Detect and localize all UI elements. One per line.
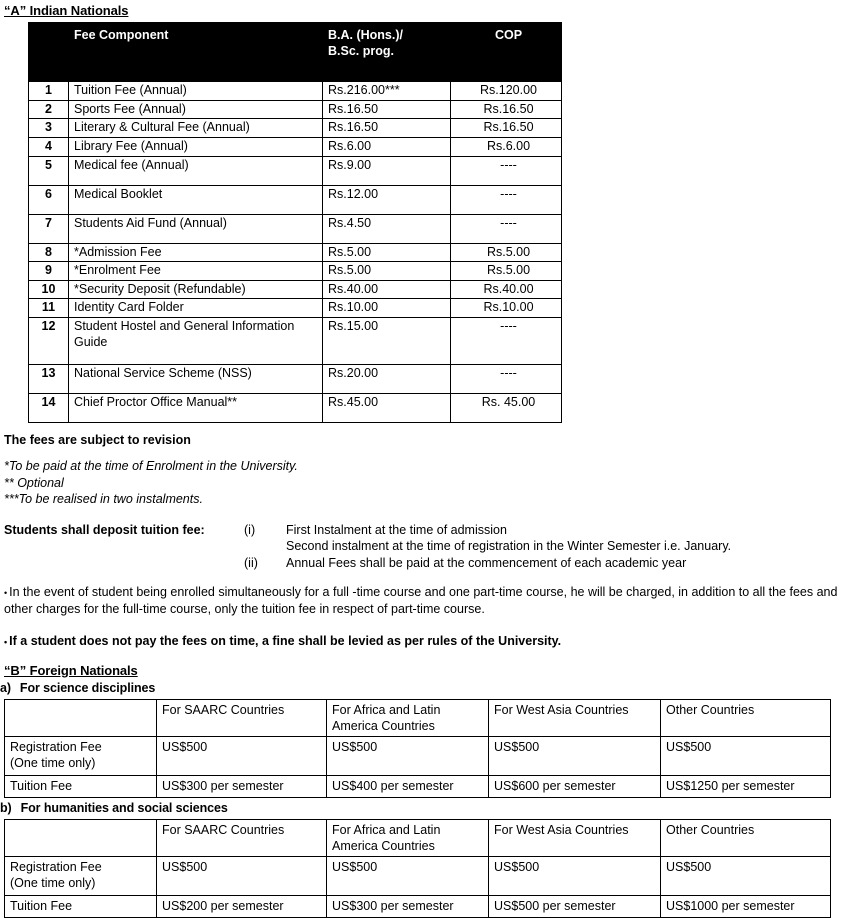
cell-cop-amount: ---- [451,185,562,214]
table-header-row [5,700,831,737]
table-row [29,318,562,365]
table-row [29,119,562,138]
deposit-instruction-item [244,555,849,572]
cell-fee-type [5,896,157,918]
science-fee-table-body [5,700,831,798]
cell-other-countries-amount: US$1250 per semester [661,776,831,798]
bullet-dot-icon: • [4,588,8,598]
cell-serial-number: 6 [29,185,69,214]
cell-fee-component: Student Hostel and General Information Guide [69,318,323,365]
column-header-other-countries: Other Countries [661,700,831,737]
cell-ba-bsc-amount: Rs.216.00*** [323,82,451,101]
deposit-instruction-item [244,522,849,555]
cell-serial-number: 4 [29,137,69,156]
table-row [29,262,562,281]
cell-saarc-amount: US$500 [157,737,327,776]
cell-cop-amount: Rs.16.50 [451,119,562,138]
deposit-instruction-list [244,522,849,572]
cell-serial-number: 9 [29,262,69,281]
indian-fee-table-body [29,82,562,423]
cell-fee-component: Chief Proctor Office Manual** [69,394,323,423]
cell-fee-component: Library Fee (Annual) [69,137,323,156]
deposit-instructions [4,522,849,572]
column-header-fee-component: Fee Component [69,23,323,82]
table-row [29,156,562,185]
cell-fee-component: National Service Scheme (NSS) [69,365,323,394]
cell-serial-number: 7 [29,214,69,243]
deposit-item-marker: (i) [244,522,256,537]
cell-ba-bsc-amount: Rs.16.50 [323,119,451,138]
cell-saarc-amount: US$500 [157,857,327,896]
cell-fee-type-line1: Tuition Fee [10,779,73,793]
cell-cop-amount: ---- [451,318,562,365]
cell-cop-amount: ---- [451,365,562,394]
deposit-item-text [286,555,849,572]
table-row [29,82,562,101]
section-heading-indian-nationals: “A” Indian Nationals [4,3,129,18]
cell-cop-amount: Rs.16.50 [451,100,562,119]
deposit-instructions-label: Students shall deposit tuition fee: [4,522,205,537]
column-header-cop: COP [451,23,562,82]
cell-ba-bsc-amount: Rs.20.00 [323,365,451,394]
cell-fee-type-line1: Tuition Fee [10,899,73,913]
column-header-africa-latin-america [327,700,489,737]
cell-serial-number: 10 [29,280,69,299]
cell-west-asia-amount: US$600 per semester [489,776,661,798]
cell-fee-component: Sports Fee (Annual) [69,100,323,119]
cell-fee-type-line1: Registration Fee [10,860,102,874]
humanities-fee-table-wrapper [4,819,830,918]
cell-ba-bsc-amount: Rs.15.00 [323,318,451,365]
table-row [29,100,562,119]
cell-saarc-amount: US$200 per semester [157,896,327,918]
cell-other-countries-amount: US$1000 per semester [661,896,831,918]
science-fee-table [4,699,831,798]
table-row [29,280,562,299]
cell-fee-type [5,857,157,896]
note-fees-subject-to-revision: The fees are subject to revision [4,433,191,447]
cell-fee-component: Medical Booklet [69,185,323,214]
cell-serial-number: 8 [29,243,69,262]
cell-fee-type-line2: (One time only) [10,756,96,770]
bullet-note-text: If a student does not pay the fees on time, a fine shall be levied as per rules of the University. [9,634,562,649]
table-row [29,243,562,262]
subheading-science-marker: a) [0,681,11,695]
table-row [29,299,562,318]
cell-fee-component: *Enrolment Fee [69,262,323,281]
cell-cop-amount: Rs. 45.00 [451,394,562,423]
table-header-row [29,23,562,82]
column-header-other-countries: Other Countries [661,820,831,857]
cell-fee-component: Tuition Fee (Annual) [69,82,323,101]
column-header-blank [5,700,157,737]
subheading-humanities [0,798,849,817]
footnote-triple-asterisk: ***To be realised in two instalments. [4,492,203,506]
table-row [29,137,562,156]
bullet-note [4,584,842,618]
column-header-serial [29,23,69,82]
column-header-africa-line1: For Africa and Latin [332,823,441,837]
cell-ba-bsc-amount: Rs.12.00 [323,185,451,214]
cell-serial-number: 1 [29,82,69,101]
cell-west-asia-amount: US$500 [489,857,661,896]
table-header-row [5,820,831,857]
deposit-item-line: Annual Fees shall be paid at the commencement of each academic year [286,555,687,570]
bullet-note-text: In the event of student being enrolled simultaneously for a full -time course and one part-time course, he will be charged, in addition to all the fees and other charges for the full-time course, only the tuition fee in respect of part-time course. [4,585,838,617]
cell-cop-amount: Rs.5.00 [451,262,562,281]
cell-other-countries-amount: US$500 [661,857,831,896]
cell-ba-bsc-amount: Rs.10.00 [323,299,451,318]
column-header-africa-line2: America Countries [332,839,435,853]
table-row [29,185,562,214]
cell-africa-amount: US$300 per semester [327,896,489,918]
cell-africa-amount: US$500 [327,737,489,776]
cell-fee-type-line1: Registration Fee [10,740,102,754]
column-header-blank [5,820,157,857]
bullet-note [4,633,842,650]
table-row [29,394,562,423]
column-header-west-asia: For West Asia Countries [489,820,661,857]
humanities-fee-table [4,819,831,918]
column-header-africa-line1: For Africa and Latin [332,703,441,717]
table-row [29,365,562,394]
cell-serial-number: 12 [29,318,69,365]
cell-serial-number: 14 [29,394,69,423]
cell-ba-bsc-amount: Rs.16.50 [323,100,451,119]
cell-cop-amount: Rs.10.00 [451,299,562,318]
cell-cop-amount: Rs.40.00 [451,280,562,299]
table-row [29,214,562,243]
column-header-west-asia: For West Asia Countries [489,700,661,737]
bullet-notes [0,584,849,650]
cell-ba-bsc-amount: Rs.6.00 [323,137,451,156]
cell-africa-amount: US$400 per semester [327,776,489,798]
deposit-item-text [286,522,849,555]
cell-other-countries-amount: US$500 [661,737,831,776]
indian-fee-table [28,22,562,423]
cell-fee-component: *Admission Fee [69,243,323,262]
column-header-africa-latin-america [327,820,489,857]
cell-fee-component: *Security Deposit (Refundable) [69,280,323,299]
cell-ba-bsc-amount: Rs.40.00 [323,280,451,299]
column-header-africa-line2: America Countries [332,719,435,733]
cell-cop-amount: Rs.6.00 [451,137,562,156]
subheading-science-disciplines [0,678,849,697]
cell-west-asia-amount: US$500 [489,737,661,776]
cell-serial-number: 2 [29,100,69,119]
indian-fee-table-wrapper [28,22,545,423]
cell-cop-amount: Rs.120.00 [451,82,562,101]
subheading-science-label: For science disciplines [19,681,156,695]
cell-ba-bsc-amount: Rs.5.00 [323,262,451,281]
subheading-humanities-label: For humanities and social sciences [20,801,228,815]
cell-fee-component: Medical fee (Annual) [69,156,323,185]
column-header-ba-bsc [323,23,451,82]
table-row [5,857,831,896]
fee-notes [4,433,849,508]
cell-cop-amount: ---- [451,214,562,243]
cell-ba-bsc-amount: Rs.45.00 [323,394,451,423]
cell-west-asia-amount: US$500 per semester [489,896,661,918]
cell-fee-component: Identity Card Folder [69,299,323,318]
cell-serial-number: 3 [29,119,69,138]
table-row [5,776,831,798]
column-header-saarc: For SAARC Countries [157,820,327,857]
footnote-single-asterisk: *To be paid at the time of Enrolment in the University. [4,459,298,473]
indian-fee-table-head [29,23,562,82]
cell-saarc-amount: US$300 per semester [157,776,327,798]
cell-serial-number: 11 [29,299,69,318]
section-heading-foreign-nationals: “B” Foreign Nationals [4,663,138,678]
column-header-ba-line2: B.Sc. prog. [328,43,394,58]
deposit-item-marker: (ii) [244,555,258,570]
humanities-fee-table-body [5,820,831,918]
subheading-humanities-marker: b) [0,801,12,815]
cell-fee-type-line2: (One time only) [10,876,96,890]
cell-fee-component: Students Aid Fund (Annual) [69,214,323,243]
column-header-ba-line1: B.A. (Hons.)/ [328,28,403,42]
cell-fee-component: Literary & Cultural Fee (Annual) [69,119,323,138]
footnote-double-asterisk: ** Optional [4,475,64,490]
deposit-item-line: Second instalment at the time of registration in the Winter Semester i.e. January. [286,539,732,554]
cell-ba-bsc-amount: Rs.4.50 [323,214,451,243]
table-row [5,737,831,776]
cell-cop-amount: ---- [451,156,562,185]
cell-ba-bsc-amount: Rs.5.00 [323,243,451,262]
cell-fee-type [5,737,157,776]
bullet-dot-icon: • [4,636,8,647]
science-fee-table-wrapper [4,699,830,798]
cell-serial-number: 13 [29,365,69,394]
cell-cop-amount: Rs.5.00 [451,243,562,262]
cell-africa-amount: US$500 [327,857,489,896]
deposit-item-line: First Instalment at the time of admission [286,522,507,537]
table-row [5,896,831,918]
cell-ba-bsc-amount: Rs.9.00 [323,156,451,185]
cell-serial-number: 5 [29,156,69,185]
column-header-saarc: For SAARC Countries [157,700,327,737]
cell-fee-type [5,776,157,798]
